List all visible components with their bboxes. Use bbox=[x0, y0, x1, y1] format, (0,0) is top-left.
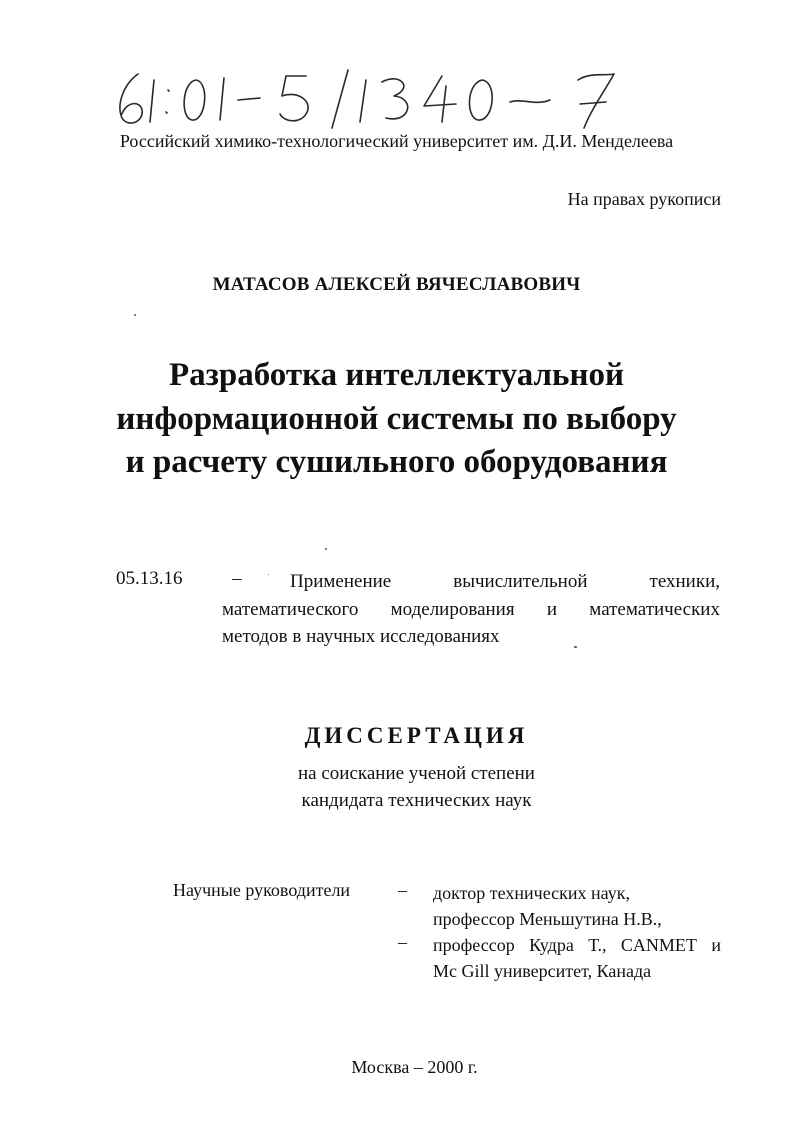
supervisor-word: профессор bbox=[433, 935, 515, 955]
scan-speck bbox=[574, 646, 577, 648]
specialty-line-1 bbox=[222, 568, 720, 596]
specialty-word: и bbox=[546, 598, 558, 620]
scan-speck bbox=[134, 314, 136, 316]
supervisor-word: и bbox=[711, 935, 721, 955]
specialty-line-2 bbox=[222, 596, 720, 624]
supervisor-dash-1: – bbox=[398, 880, 407, 900]
scan-speck bbox=[325, 548, 327, 550]
specialty-description bbox=[222, 568, 720, 651]
dissertation-heading: ДИССЕРТАЦИЯ bbox=[304, 723, 529, 748]
degree-line-2: кандидата технических наук bbox=[301, 789, 532, 811]
rights-note: На правах рукописи bbox=[567, 189, 721, 209]
supervisor-dash-2: – bbox=[398, 932, 407, 952]
handwritten-archive-number bbox=[110, 62, 630, 132]
title-line-2: информационной системы по выбору bbox=[116, 400, 677, 437]
dissertation-title bbox=[60, 354, 733, 485]
author-name: МАТАСОВ АЛЕКСЕЙ ВЯЧЕСЛАВОВИЧ bbox=[212, 274, 581, 295]
supervisor-word: CANMET bbox=[620, 935, 697, 955]
supervisor-second bbox=[433, 932, 721, 984]
university-name: Российский химико-технологический университет им. Д.И. Менделеева bbox=[119, 131, 674, 151]
scan-speck bbox=[268, 574, 269, 575]
specialty-dash: – bbox=[232, 568, 242, 589]
specialty-code: 05.13.16 bbox=[116, 568, 183, 589]
handwritten-archive-number-drawing bbox=[110, 62, 630, 132]
supervisor-first-line-1: доктор технических наук, bbox=[433, 883, 630, 903]
supervisor-word: Кудра bbox=[529, 935, 574, 955]
supervisor-second-line-1 bbox=[433, 932, 721, 958]
city-year: Москва – 2000 г. bbox=[351, 1057, 478, 1077]
specialty-word: моделирования bbox=[390, 598, 515, 620]
specialty-word: математического bbox=[222, 598, 359, 620]
degree-description bbox=[0, 761, 793, 814]
supervisor-first-line-2: профессор Меньшутина Н.В., bbox=[433, 909, 662, 930]
specialty-word: вычислительной bbox=[453, 571, 588, 592]
supervisor-word: Т., bbox=[588, 935, 607, 955]
specialty-word: техники, bbox=[649, 571, 720, 592]
specialty-word: Применение bbox=[290, 571, 392, 592]
supervisor-second-line-2: Mc Gill университет, Канада bbox=[433, 961, 652, 982]
supervisor-first bbox=[433, 880, 662, 932]
degree-line-1: на соискание ученой степени bbox=[298, 763, 535, 784]
supervisors-label: Научные руководители bbox=[173, 880, 351, 900]
title-line-3: и расчету сушильного оборудования bbox=[125, 444, 668, 481]
specialty-line-3: методов в научных исследованиях bbox=[222, 626, 500, 648]
title-line-1: Разработка интеллектуальной bbox=[168, 357, 625, 393]
specialty-word: математических bbox=[589, 598, 720, 620]
